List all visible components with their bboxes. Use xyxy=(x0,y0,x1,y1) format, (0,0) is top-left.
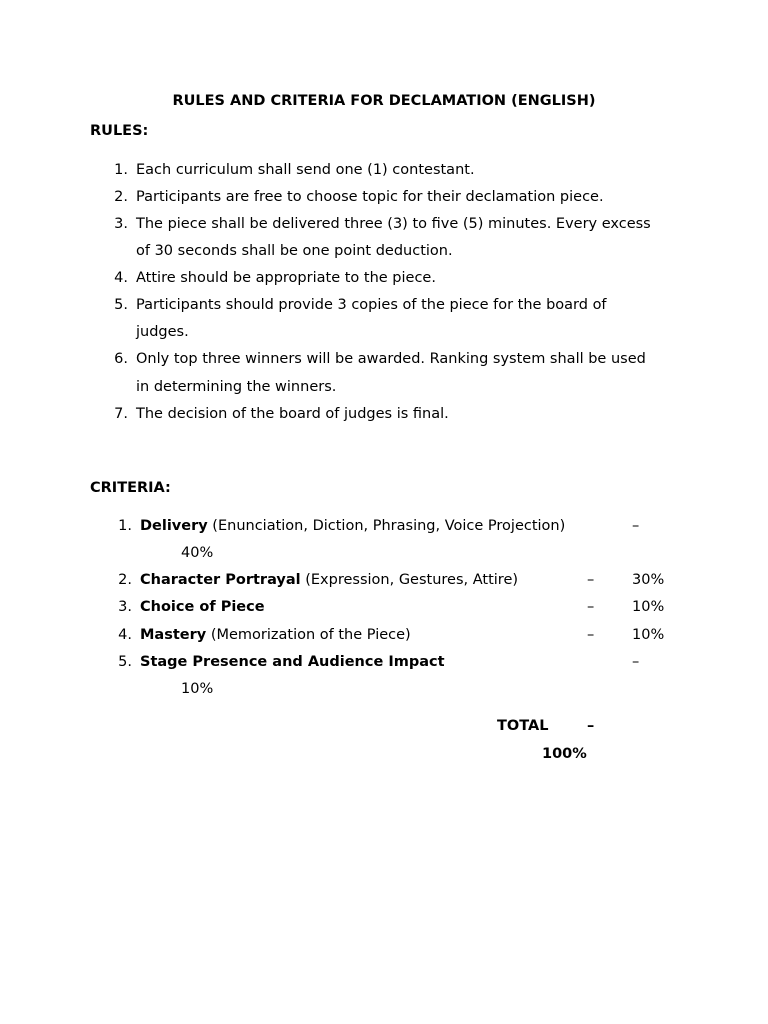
rule-text: Attire should be appropriate to the piece. xyxy=(136,270,436,286)
criterion-number: 1. xyxy=(118,518,132,534)
criterion-percent: 30% xyxy=(632,572,665,588)
criterion-label xyxy=(140,518,565,534)
criterion-percent: 40% xyxy=(181,545,214,561)
criterion-percent: 10% xyxy=(632,627,665,643)
rule-text-continued: of 30 seconds shall be one point deduction. xyxy=(136,243,453,259)
rule-number: 5. xyxy=(114,297,128,313)
criterion-percent: 10% xyxy=(181,681,214,697)
total-dash: – xyxy=(587,718,595,734)
total-percent: 100% xyxy=(542,746,587,762)
criterion-name: Stage Presence and Audience Impact xyxy=(140,654,445,670)
rule-text-continued: judges. xyxy=(136,324,189,340)
rule-number: 2. xyxy=(114,189,128,205)
criterion-name: Delivery xyxy=(140,518,208,534)
criterion-dash: – xyxy=(587,627,595,643)
rule-text: The decision of the board of judges is final. xyxy=(136,406,449,422)
rule-text: Participants should provide 3 copies of the piece for the board of xyxy=(136,297,607,313)
criterion-number: 5. xyxy=(118,654,132,670)
rule-text: Only top three winners will be awarded. Ranking system shall be used xyxy=(136,351,646,367)
criterion-detail: (Enunciation, Diction, Phrasing, Voice Projection) xyxy=(207,518,566,534)
rule-number: 4. xyxy=(114,270,128,286)
rules-heading: RULES: xyxy=(90,123,149,139)
criterion-label xyxy=(140,572,518,588)
criterion-label xyxy=(140,599,265,615)
criterion-name: Mastery xyxy=(140,627,207,643)
rule-text: Each curriculum shall send one (1) contestant. xyxy=(136,162,475,178)
criterion-label xyxy=(140,627,411,643)
total-label: TOTAL xyxy=(497,718,549,734)
rule-number: 6. xyxy=(114,351,128,367)
rule-text: Participants are free to choose topic for their declamation piece. xyxy=(136,189,604,205)
rule-number: 3. xyxy=(114,216,128,232)
rule-text-continued: in determining the winners. xyxy=(136,379,337,395)
criterion-percent: 10% xyxy=(632,599,665,615)
criterion-dash: – xyxy=(632,654,640,670)
criterion-detail: (Memorization of the Piece) xyxy=(206,627,411,643)
criterion-number: 3. xyxy=(118,599,132,615)
criterion-detail: (Expression, Gestures, Attire) xyxy=(300,572,519,588)
criterion-name: Choice of Piece xyxy=(140,599,265,615)
rule-number: 1. xyxy=(114,162,128,178)
criterion-label xyxy=(140,654,445,670)
criterion-dash: – xyxy=(587,599,595,615)
criterion-dash: – xyxy=(632,518,640,534)
document-title: RULES AND CRITERIA FOR DECLAMATION (ENGLISH) xyxy=(172,93,596,109)
criterion-name: Character Portrayal xyxy=(140,572,301,588)
criteria-heading: CRITERIA: xyxy=(90,480,171,496)
rule-text: The piece shall be delivered three (3) to five (5) minutes. Every excess xyxy=(136,216,651,232)
rule-number: 7. xyxy=(114,406,128,422)
criterion-number: 2. xyxy=(118,572,132,588)
criterion-dash: – xyxy=(587,572,595,588)
criterion-number: 4. xyxy=(118,627,132,643)
